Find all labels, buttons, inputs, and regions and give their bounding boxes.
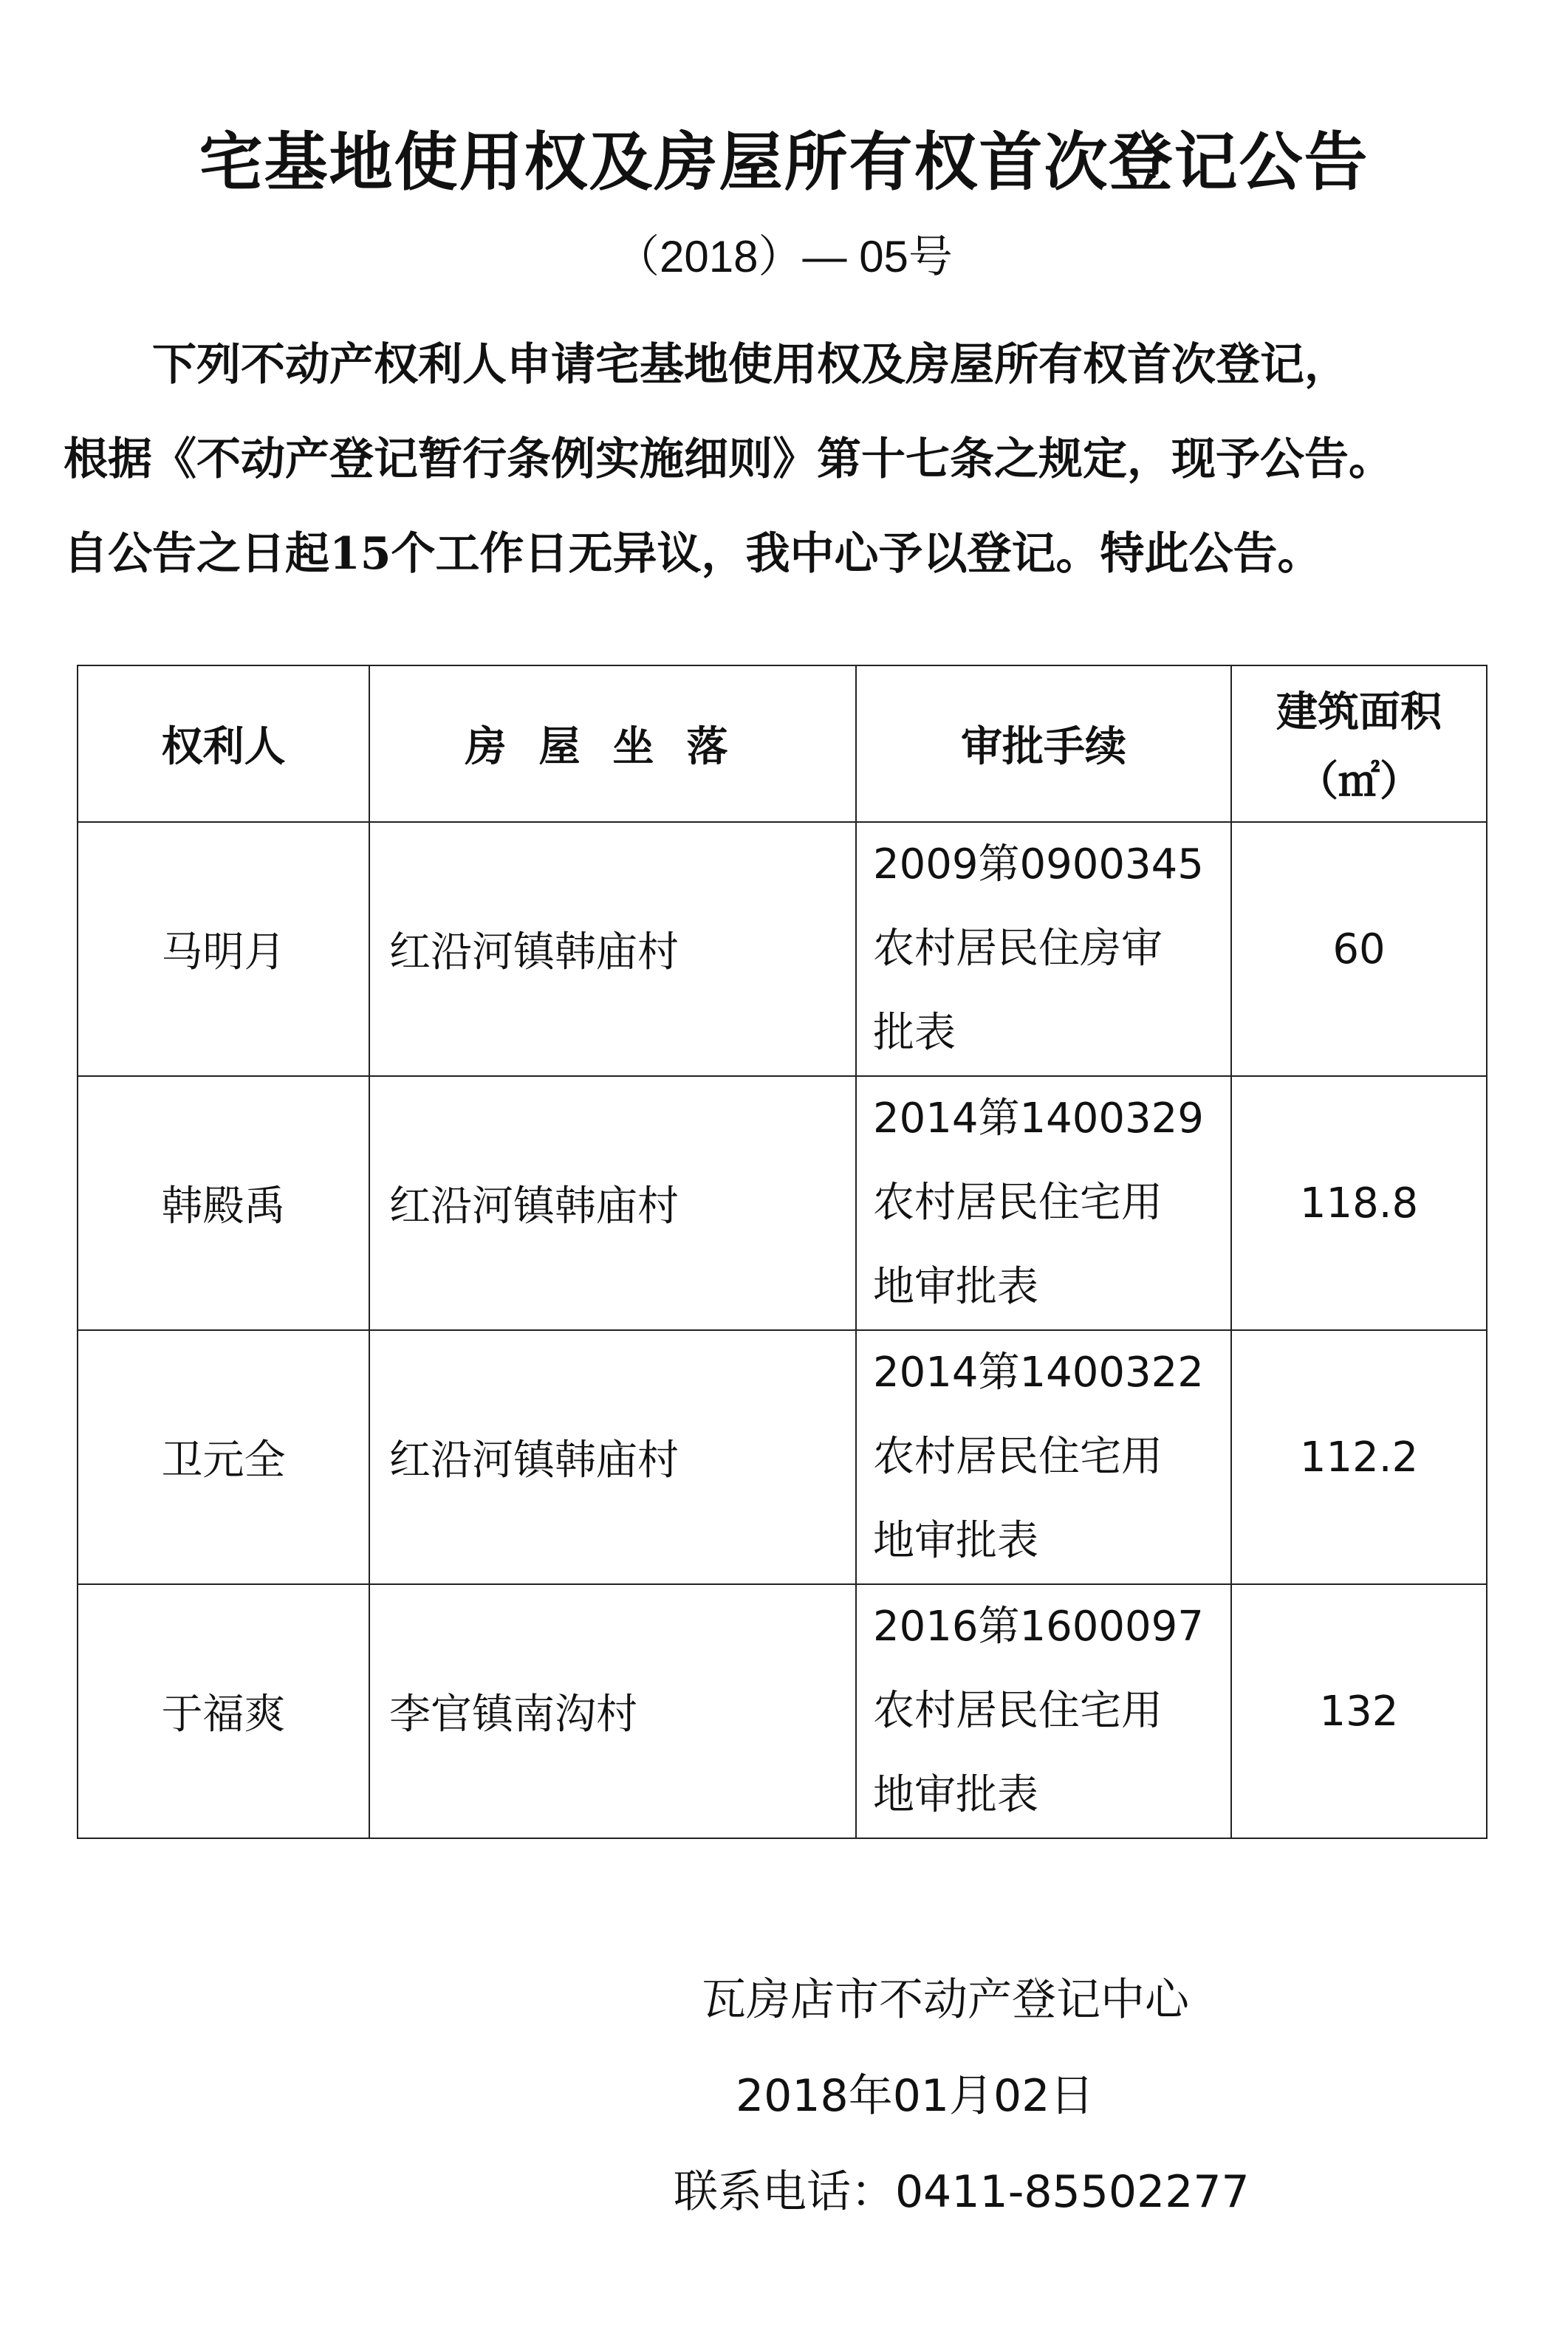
body-line-2: 根据《不动产登记暂行条例实施细则》第十七条之规定，现予公告。 [64, 434, 1393, 485]
header-area [1231, 665, 1487, 822]
approval-line: 农村居民住宅用 [873, 1179, 1163, 1227]
body-line-3: 自公告之日起15个工作日无异议，我中心予以登记。特此公告。 [64, 528, 1322, 580]
approval-line: 2016第1600097 [873, 1603, 1204, 1651]
registration-table [77, 665, 1487, 1839]
notice-body [64, 318, 1511, 601]
cell-holder: 卫元全 [78, 1330, 369, 1584]
cell-location: 红沿河镇韩庙村 [369, 1330, 856, 1584]
approval-line: 2014第1400329 [873, 1095, 1204, 1143]
header-approval: 审批手续 [856, 665, 1231, 822]
issue-date: 2018年01月02日 [736, 2070, 1095, 2122]
cell-location: 红沿河镇韩庙村 [369, 822, 856, 1076]
cell-location: 李官镇南沟村 [369, 1584, 856, 1838]
approval-line: 地审批表 [873, 1771, 1038, 1819]
cell-location: 红沿河镇韩庙村 [369, 1076, 856, 1330]
body-line-1: 下列不动产权利人申请宅基地使用权及房屋所有权首次登记， [152, 339, 1349, 391]
document-number: （2018）— 05号 [615, 232, 953, 281]
table-row [78, 822, 1487, 1076]
table-header-row [78, 665, 1487, 822]
cell-holder: 韩殿禹 [78, 1076, 369, 1330]
approval-line: 农村居民住宅用 [873, 1687, 1163, 1735]
header-area-unit: （㎡） [1297, 757, 1421, 806]
cell-holder: 于福爽 [78, 1584, 369, 1838]
cell-approval [856, 1076, 1231, 1330]
table-row [78, 1330, 1487, 1584]
approval-line: 农村居民住宅用 [873, 1433, 1163, 1481]
table-row [78, 1076, 1487, 1330]
header-location-label: 房屋坐落 [465, 722, 761, 771]
cell-area: 112.2 [1231, 1330, 1487, 1584]
approval-line: 2014第1400322 [873, 1349, 1204, 1397]
cell-holder: 马明月 [78, 822, 369, 1076]
header-area-label: 建筑面积 [1276, 688, 1442, 736]
header-location [369, 665, 856, 822]
approval-line: 批表 [873, 1009, 956, 1057]
cell-area: 118.8 [1231, 1076, 1487, 1330]
approval-line: 2009第0900345 [873, 840, 1204, 888]
cell-approval [856, 1584, 1231, 1838]
notice-title: 宅基地使用权及房屋所有权首次登记公告 [199, 126, 1369, 199]
cell-area: 132 [1231, 1584, 1487, 1838]
approval-line: 地审批表 [873, 1263, 1038, 1311]
header-holder: 权利人 [78, 665, 369, 822]
cell-approval [856, 1330, 1231, 1584]
table-row [78, 1584, 1487, 1838]
issuing-organization: 瓦房店市不动产登记中心 [702, 1974, 1189, 2026]
approval-line: 农村居民住房审 [873, 925, 1163, 973]
cell-area: 60 [1231, 822, 1487, 1076]
contact-phone: 联系电话：0411-85502277 [674, 2166, 1250, 2218]
approval-line: 地审批表 [873, 1517, 1038, 1565]
cell-approval [856, 822, 1231, 1076]
